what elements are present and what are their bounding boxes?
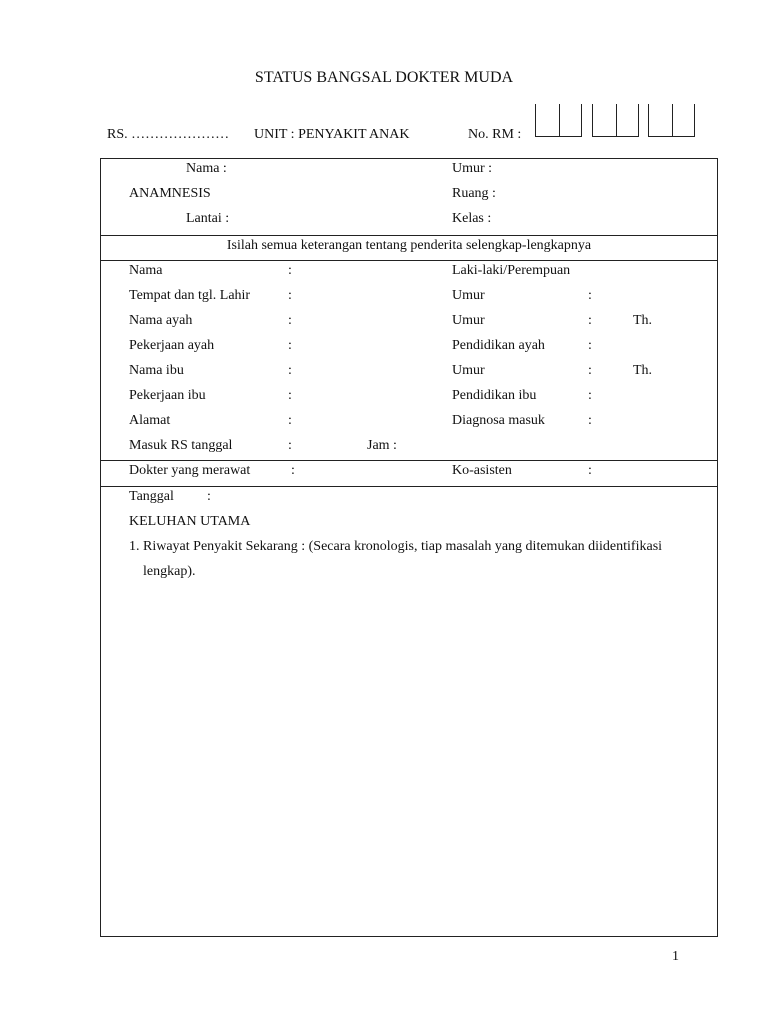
page-number: 1: [672, 949, 679, 964]
unit-field: UNIT : PENYAKIT ANAK: [254, 127, 410, 142]
birth-label: Tempat dan tgl. Lahir: [129, 288, 251, 303]
nama-label: Nama :: [186, 161, 227, 176]
gender-label: Laki-laki/Perempuan: [452, 263, 571, 278]
colon: :: [588, 388, 592, 403]
kelas-label: Kelas :: [452, 211, 492, 226]
ruang-label: Ruang :: [452, 186, 496, 201]
history-line-1: 1. Riwayat Penyakit Sekarang : (Secara kronologis, tiap masalah yang ditemukan diidentifikasi: [129, 539, 663, 554]
mother-education-label: Pendidikan ibu: [452, 388, 537, 403]
doctor-label: Dokter yang merawat: [129, 463, 251, 478]
document-title: STATUS BANGSAL DOKTER MUDA: [254, 69, 514, 86]
father-age-label: Umur: [452, 313, 485, 328]
year-unit: Th.: [633, 363, 653, 378]
admission-date-label: Masuk RS tanggal: [129, 438, 233, 453]
rs-field: RS. …………………: [107, 127, 230, 142]
rm-box-2: [592, 104, 639, 137]
mother-name-label: Nama ibu: [129, 363, 184, 378]
colon: :: [288, 363, 292, 378]
mother-job-label: Pekerjaan ibu: [129, 388, 206, 403]
colon: :: [291, 463, 295, 478]
colon: :: [588, 363, 592, 378]
divider: [100, 260, 718, 261]
instruction-text: Isilah semua keterangan tentang penderita selengkap-lengkapnya: [226, 238, 592, 253]
father-education-label: Pendidikan ayah: [452, 338, 545, 353]
rm-box-3: [648, 104, 695, 137]
divider: [100, 460, 718, 461]
divider: [100, 486, 718, 487]
colon: :: [288, 288, 292, 303]
colon: :: [588, 338, 592, 353]
colon: :: [288, 388, 292, 403]
colon: :: [288, 338, 292, 353]
diagnosis-label: Diagnosa masuk: [452, 413, 545, 428]
address-label: Alamat: [129, 413, 171, 428]
colon: :: [588, 463, 592, 478]
chief-complaint-heading: KELUHAN UTAMA: [129, 514, 251, 529]
history-line-2: lengkap).: [143, 564, 196, 579]
coassistant-label: Ko-asisten: [452, 463, 512, 478]
colon: :: [588, 313, 592, 328]
anamnesis-label: ANAMNESIS: [129, 186, 211, 201]
rm-label: No. RM :: [468, 127, 522, 142]
patient-name-label: Nama: [129, 263, 163, 278]
umur-label: Umur :: [452, 161, 493, 176]
mother-age-label: Umur: [452, 363, 485, 378]
colon: :: [288, 413, 292, 428]
colon: :: [207, 489, 211, 504]
father-job-label: Pekerjaan ayah: [129, 338, 215, 353]
colon: :: [588, 288, 592, 303]
father-name-label: Nama ayah: [129, 313, 193, 328]
year-unit: Th.: [633, 313, 653, 328]
colon: :: [288, 263, 292, 278]
date-label: Tanggal: [129, 489, 174, 504]
age-label: Umur: [452, 288, 485, 303]
lantai-label: Lantai :: [186, 211, 230, 226]
colon: :: [588, 413, 592, 428]
colon: :: [288, 313, 292, 328]
time-label: Jam :: [367, 438, 397, 453]
colon: :: [288, 438, 292, 453]
rm-box-1: [535, 104, 582, 137]
divider: [100, 235, 718, 236]
